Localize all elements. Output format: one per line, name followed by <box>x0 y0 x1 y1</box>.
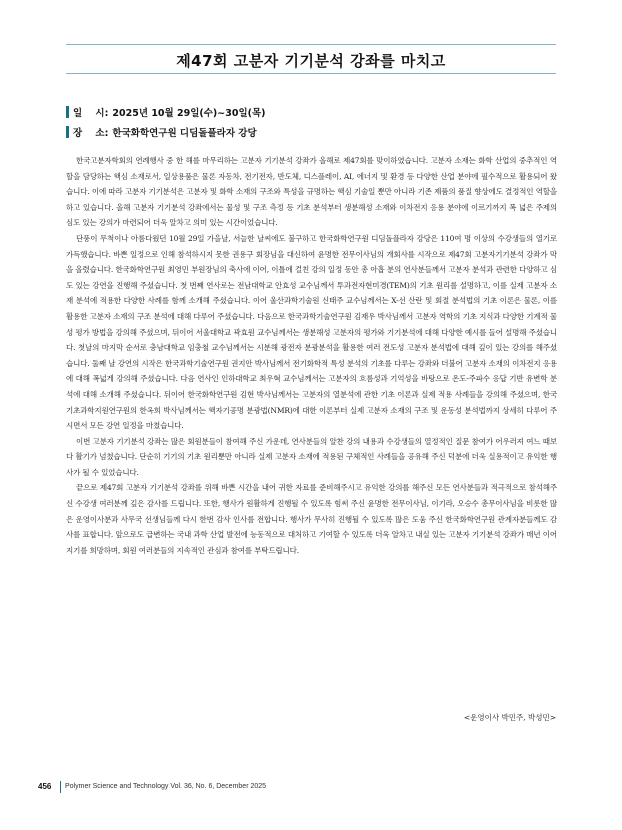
accent-bar <box>66 106 69 118</box>
article-title: 제47회 고분자 기기분석 강좌를 마치고 <box>176 52 446 70</box>
event-venue-row <box>66 124 257 140</box>
accent-bar <box>66 126 69 138</box>
footer-separator <box>60 781 61 793</box>
venue-label: 장 소: <box>73 128 109 139</box>
page-footer <box>0 781 622 795</box>
event-date-row <box>66 104 266 120</box>
title-bottom-rule <box>66 73 556 74</box>
date-value: 2025년 10월 29일(수)~30일(목) <box>112 108 266 119</box>
body-paragraph: 한국고분자학회의 연례행사 중 한 해를 마무리하는 고분자 기기분석 강좌가 올해로 제47회를 맞이하였습니다. 고분자 소재는 화학 산업의 중추적인 역할을 담당하는 핵심 소재로서, 일상용품은 물론 자동차, 전기전자, 반도체, 디스플레이, AI, 에너지 및 환경 등 다양한 산업 분야에 필수적으로 활용되어 왔습니다. 이에 따라 고분자 기기분석은 고분자 및 화학 소재의 구조와 특성을 규명하는 핵심 기술일 뿐만 아니라 기존 제품의 품질 향상에도 결정적인 역할을 하고 있습니다. 올해 고분자 기기분석 강좌에서는 물성 및 구조 측정 등 기초 분석부터 생분해성 소재와 이차전지 응용 분야에 이르기까지 폭 넓은 주제의 심도 있는 강의가 마련되어 더욱 알차고 의미 있는 시간이었습니다. <box>66 156 557 228</box>
date-label: 일 시: <box>73 108 109 119</box>
article-body <box>66 153 557 558</box>
body-paragraph: 이번 고분자 기기분석 강좌는 많은 회원분들이 참여해 주신 가운데, 연사분들의 알찬 강의 내용과 수강생들의 열정적인 질문 참여가 어우러져 여느 때보다 활기가 넘쳤습니다. 단순히 기기의 기초 원리뿐만 아니라 실제 고분자 소재에 적용된 구체적인 사례들을 공유해 주신 덕분에 더욱 실용적이고 유익한 행사가 될 수 있었습니다. <box>66 436 557 477</box>
title-top-rule <box>66 44 556 45</box>
venue-value: 한국화학연구원 디딤돌플라자 강당 <box>112 128 257 139</box>
author-signature: <운영이사 박민주, 박성민> <box>463 713 556 722</box>
page-number: 456 <box>38 782 52 791</box>
body-paragraph: 단풍이 무척이나 아름다웠던 10월 29일 가을날, 서늘한 날씨에도 불구하고 한국화학연구원 디딤돌플라자 강당은 110여 명 이상의 수강생들의 열기로 가득했습니다. 바쁜 일정으로 인해 참석하시지 못한 권용구 회장님을 대신하여 윤명한 전무이사님의 개회사를 시작으로 제47회 고분자기기분석 강좌가 막을 올렸습니다. 한국화학연구원 최영민 부원장님의 축사에 이어, 이틀에 걸친 강의 일정 동안 총 아홉 분의 연사분들께서 고분자 분석과 관련한 다양하고 심도 있는 강연을 진행해 주셨습니다. 첫 번째 연사로는 전남대학교 안효성 교수님께서 투과전자현미경(TEM)의 기초 원리를 설명하고, 이를 실제 고분자 소재 분석에 적용한 다양한 사례를 함께 소개해 주셨습니다. 이어 울산과학기술원 신태주 교수님께서는 X-선 산란 및 회절 분석법의 기초 이론은 물론, 이를 활용한 고분자 소재의 구조 분석에 대해 다루어 주셨습니다. 다음으로 한국과학기술연구원 김재우 박사님께서 고분자 역학의 기초 지식과 다양한 기계적 물성 평가 방법을 강의해 주셨으며, 뒤이어 서울대학교 곽효원 교수님께서는 생분해성 고분자의 평가와 기기분석에 대해 다양한 예시를 들어 설명해 주셨습니다. 첫날의 마지막 순서로 충남대학교 임충철 교수님께서는 시분해 광전자 분광분석을 활용한 여러 전도성 고분자 분석법에 대해 깊이 있는 강의를 해주셨습니다. 둘째 날 강연의 시작은 한국과학기술연구원 권지안 박사님께서 전기화학적 특성 분석의 기초를 다루는 강좌와 더불어 고분자 소재의 이차전지 응용에 대해 폭넓게 강의해 주셨습니다. 다음 연사인 인하대학교 최우혁 교수님께서는 고분자의 흐름성과 기억성을 바탕으로 온도-주파수 응답 기반 유변학 분석에 대해 소개해 주셨습니다. 뒤이어 한국화학연구원 김현 박사님께서는 고분자의 열분석에 관한 기초 이론과 실제 적용 사례들을 강의해 주셨으며, 한국기초과학지원연구원의 한옥희 박사님께서는 핵자기공명 분광법(NMR)에 대한 이론부터 실제 고분자 소재의 구조 및 운동성 분석법까지 상세히 다루어 주시면서 모든 강연 일정을 마쳤습니다. <box>66 233 557 431</box>
journal-citation: Polymer Science and Technology Vol. 36, No. 6, December 2025 <box>65 783 267 790</box>
body-paragraph: 끝으로 제47회 고분자 기기분석 강좌를 위해 바쁜 시간을 내어 귀한 자료를 준비해주시고 유익한 강의를 해주신 모든 연사분들과 적극적으로 참석해주신 수강생 여러분께 깊은 감사를 드립니다. 또한, 행사가 원활하게 진행될 수 있도록 힘써 주신 윤명한 전무이사님, 이기라, 오승수 총무이사님을 비롯한 많은 운영이사분과 사무국 선생님들께 다시 한번 감사 인사를 전합니다. 행사가 무사히 진행될 수 있도록 많은 도움 주신 한국화학연구원 관계자분들께도 감사를 표합니다. 앞으로도 급변하는 국내 과학 산업 발전에 능동적으로 대처하고 기여할 수 있도록 더욱 알차고 내실 있는 고분자 기기분석 강좌가 매년 이어지기를 희망하며, 회원 여러분들의 지속적인 관심과 참여를 부탁드립니다. <box>66 483 557 555</box>
